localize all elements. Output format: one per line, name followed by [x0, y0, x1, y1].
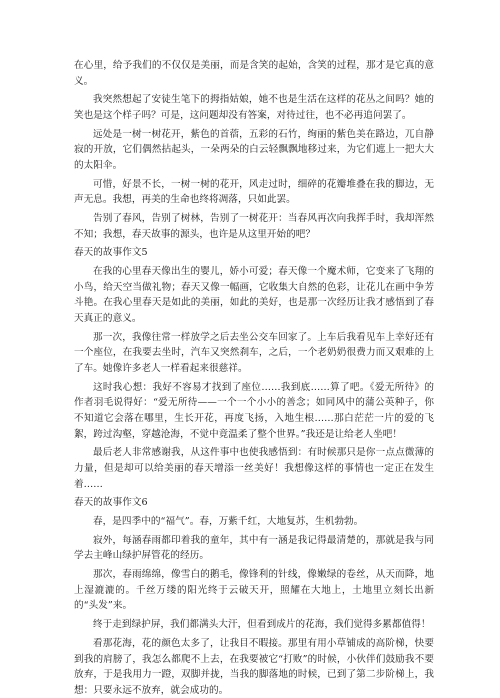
paragraph: 寂外，每涵春雨都印着我的童年，其中有一涵是我记得最清楚的，那就是我与同学去主峰山绿护屏管花的经历。 — [74, 534, 434, 562]
paragraph: 看那花海，花的颜色太多了，让我目不暇接。那里有用小草铺成的高阶梯，快要到我的肩膀了，我怎么都爬不上去，在我要被它“打败”的时候，小伙伴们鼓励我不要放弃，于是我用力一蹬，双脚并拢，当我的脚落地的时候，已到了第二步阶梯上，我想：只要永远不放弃，就会成功的。 — [74, 638, 434, 696]
paragraph: 这时我心想：我好不容易才找到了座位……我到底……算了吧。《爱无所待》的作者羽毛说得好：“爱无所待——一个一个小小的善念；如同风中的蒲公英种子，你不知道它会落在哪里，生长开花，再度飞扬，入地生根……那白茫茫一片的爱的飞絮，跨过沟壑，穿越沧海，不觉中竟温柔了整个世界。”我还是让给老人坐吧！ — [74, 381, 434, 440]
paragraph: 在我的心里春天像出生的婴儿，娇小可爱；春天像一个魔术师，它变来了飞翔的小鸟，给天空当做礼物；春天又像一幅画，它收集大自然的色彩，让花儿在画中争芳斗艳。在我心里春天是如此的美丽，如此的美好，也是那一次经历让我才感悟到了春天真正的意义。 — [74, 266, 434, 325]
paragraph: 我突然想起了安徒生笔下的拇指姑娘，她不也是生活在这样的花丛之间吗？她的笑也是这个样子吗？可是，这问题却没有答案，对待过往，也不必再追问罢了。 — [74, 94, 434, 121]
paragraph: 春，是四季中的“福气”。春，万紫千红，大地复苏，生机勃勃。 — [93, 516, 364, 528]
section-heading: 春天的故事作文5 — [74, 247, 148, 259]
paragraph: 远处是一树一树花开，紫色的首蓿，五彩的石竹，绚丽的紫色美在路边，兀自静寂的开放，它们偶然拈起头，一朵两朵的白云轻飘飘地移过来，为它们遮上一把大大的太阳伞。 — [74, 128, 434, 171]
paragraph: 可惜，好景不长，一树一树的花开，风走过时，细碎的花瓣堆叠在我的脚边，无声无息。我想，再美的生命也终将凋落，只如此罢。 — [74, 178, 434, 206]
paragraph: 那一次，我像往常一样放学之后去坐公交车回家了。上车后我看见车上幸好还有一个座位，在我要去坐时，汽车又突然刹车，之后，一个老奶奶很费力而又艰难的上了车。她像许多老人一样看起来很慈祥。 — [74, 331, 434, 374]
paragraph: 告别了春风，告别了树林，告别了一树花开：当春风再次向我挥手时，我却浑然不知；我想，春天故事的源头，也许是从这里开始的吧？ — [74, 213, 434, 240]
section-heading: 春天的故事作文6 — [74, 497, 148, 509]
paragraph: 那次，春雨绵绵，像雪白的鹅毛，像锋利的针线，像嫩绿的卷丝，从天而降，地上湿漉漉的。千丝万缕的阳光终于云破天开，照耀在大地上，土地里立刻长出新的“头发”来。 — [74, 569, 434, 612]
paragraph: 终于走到绿护屏，我们都满头大汗，但看到成片的花海，我们觉得多累都值得！ — [93, 619, 431, 631]
paragraph: 在心里，给予我们的不仅仅是美丽，而是含笑的起始，含笑的过程，那才是它真的意义。 — [74, 60, 434, 87]
paragraph: 最后老人非常感谢我，从这件事中也使我感悟到：有时候那只是你一点点微薄的力量，但是却可以给美丽的春天增添一丝美好！我想像这样的事情也一定正在发生着…… — [74, 447, 434, 490]
